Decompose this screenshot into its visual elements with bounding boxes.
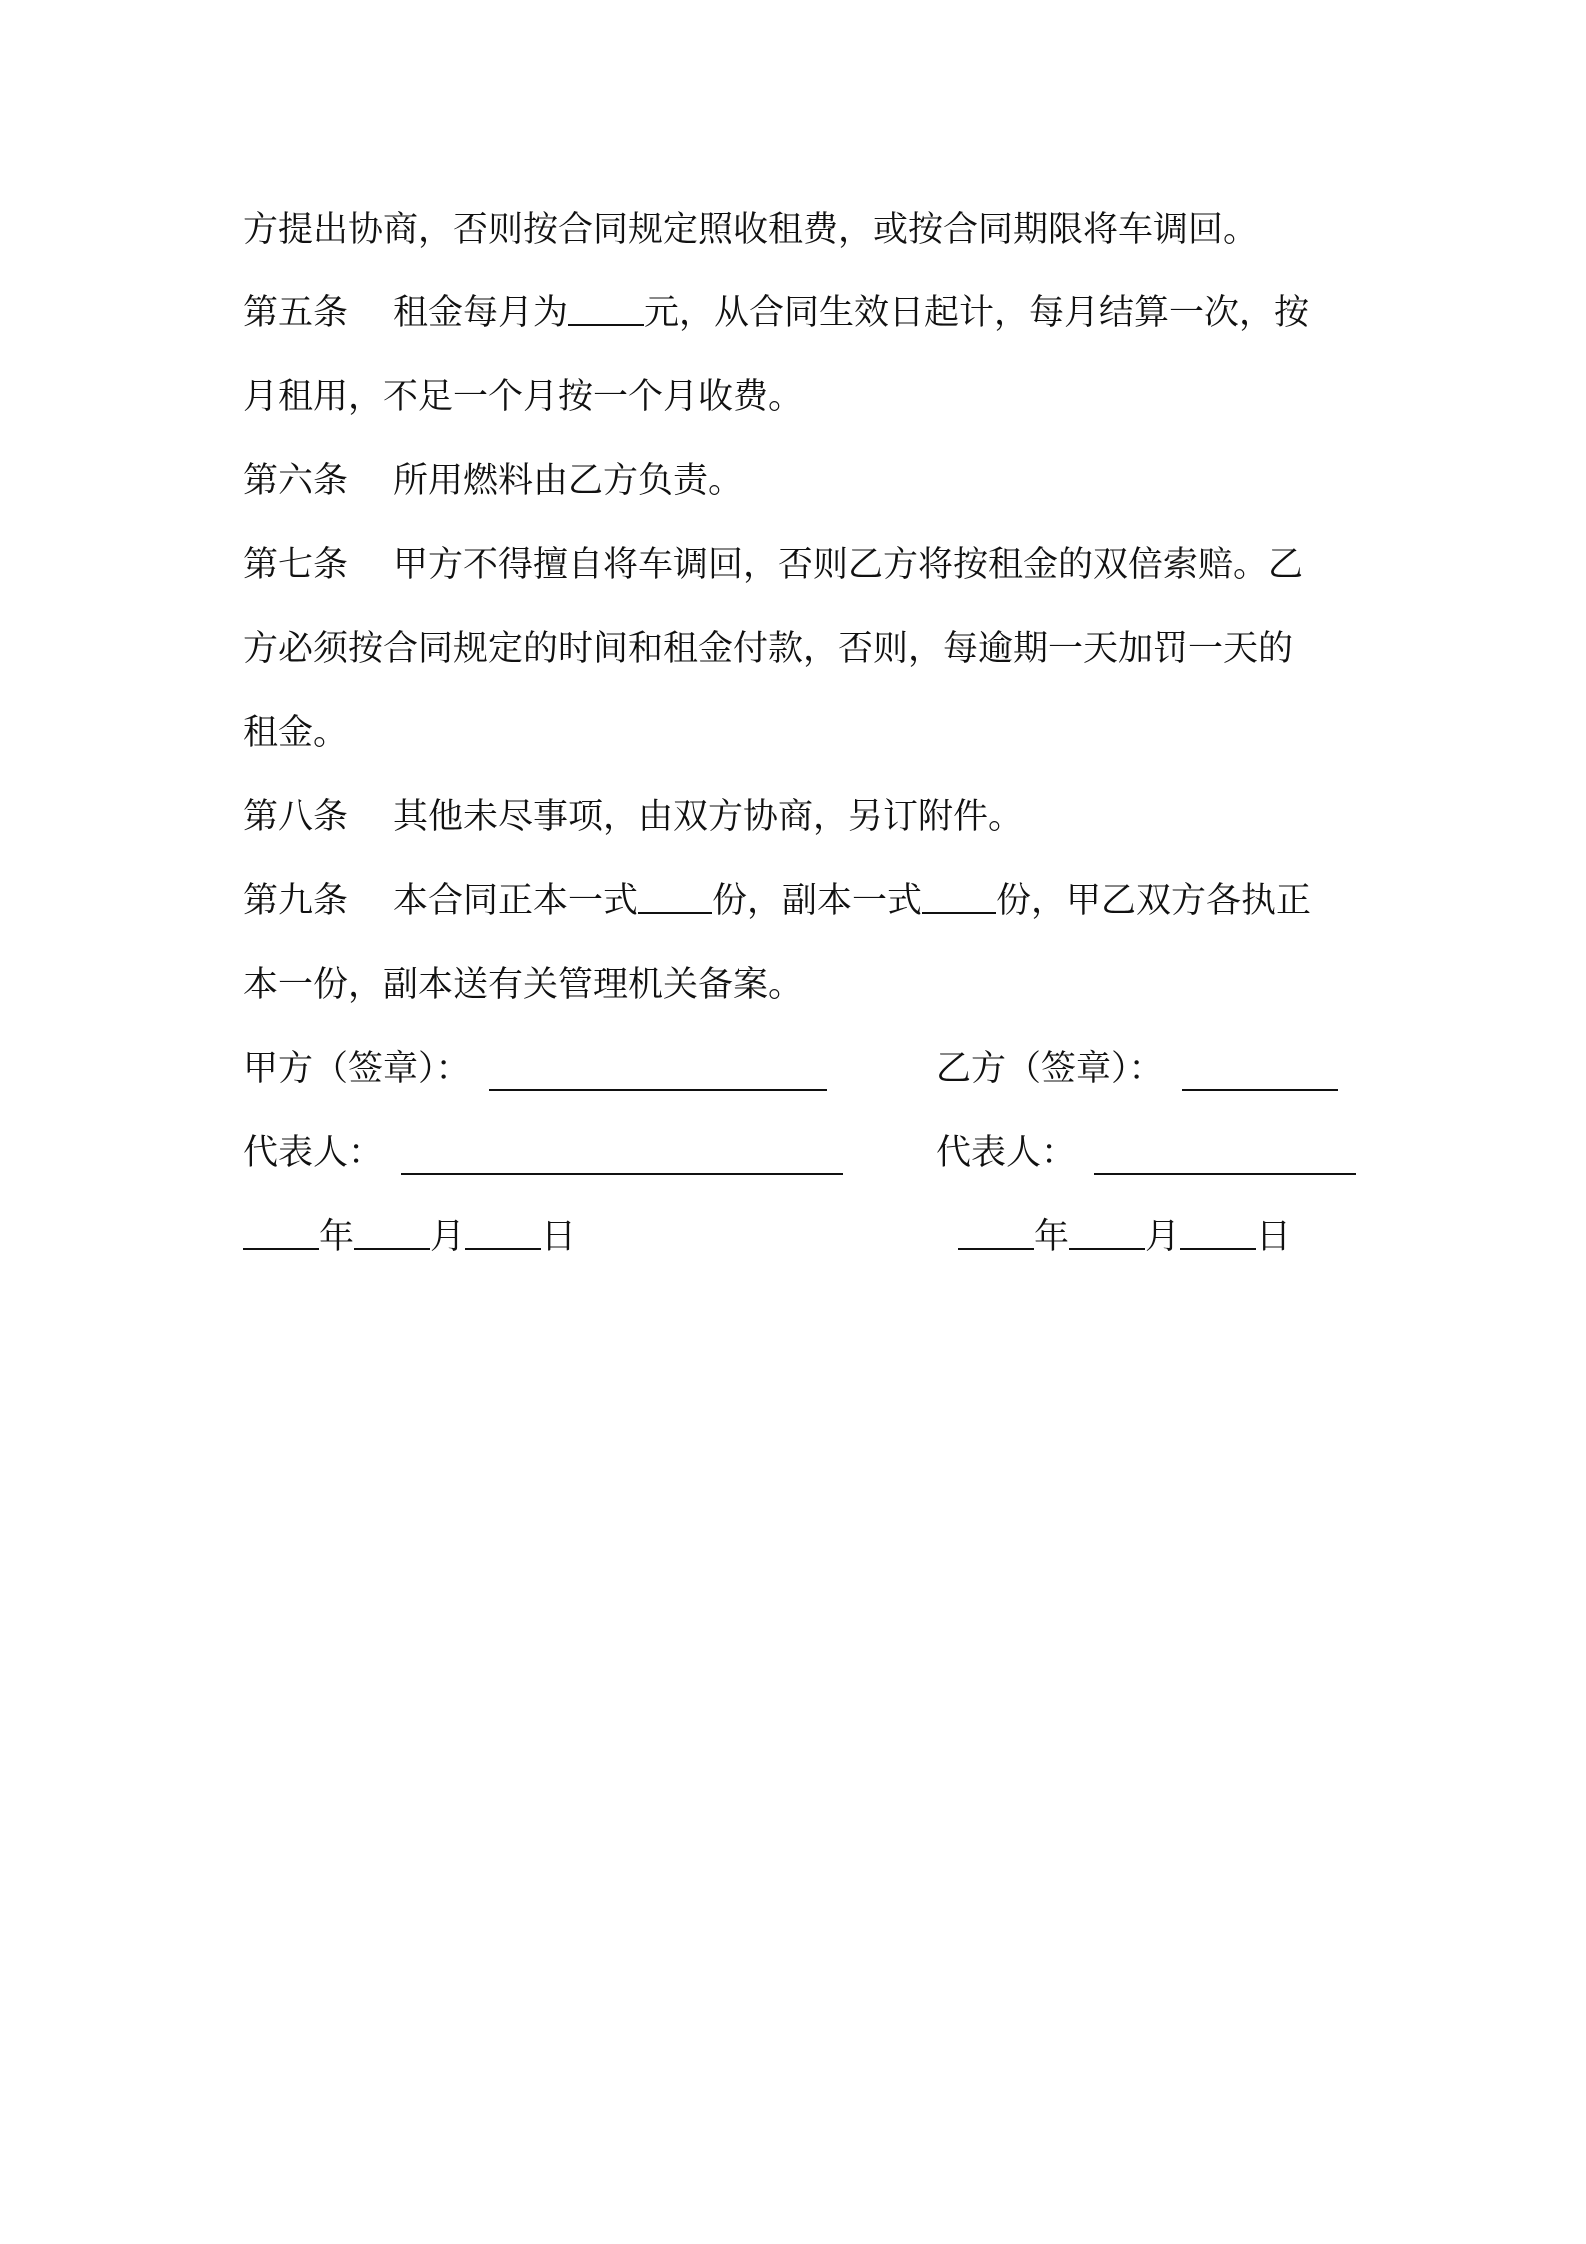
article-5-body: [243, 283, 1309, 343]
article-7-continued-2: [243, 703, 1358, 763]
party-a-signature-line[interactable]: [489, 1047, 827, 1091]
day-blank[interactable]: [465, 1212, 541, 1250]
month-label: 月: [430, 1217, 466, 1257]
rep-a-label: 代表人：: [243, 1133, 384, 1173]
article-6-heading: 第六条: [243, 461, 349, 501]
year-blank[interactable]: [243, 1212, 319, 1250]
article-9: [243, 871, 1358, 931]
party-a-representative: [243, 1123, 843, 1183]
article-5-cont: 月租用，不足一个月按一个月收费。: [243, 377, 804, 417]
rent-amount-blank[interactable]: [568, 288, 644, 326]
clause-continuation: [243, 200, 1358, 260]
month-label: 月: [1145, 1217, 1181, 1257]
article-8-heading: 第八条: [243, 797, 349, 837]
article-5-continued: [243, 367, 1358, 427]
party-b-signature: [936, 1039, 1356, 1099]
day-label: 日: [541, 1217, 577, 1257]
party-b-label: 乙方（签章）：: [936, 1049, 1164, 1089]
party-b-date: [958, 1207, 1291, 1267]
day-label: 日: [1256, 1217, 1292, 1257]
party-a-label: 甲方（签章）：: [243, 1049, 471, 1089]
article-7-cont-1: 方必须按合同规定的时间和租金付款，否则，每逾期一天加罚一天的: [243, 629, 1294, 669]
rep-b-label: 代表人：: [936, 1133, 1077, 1173]
article-7-cont-2: 租金。: [243, 713, 349, 753]
article-7-continued: [243, 619, 1358, 679]
article-7: [243, 535, 1358, 595]
article-9-text-c: 份，甲乙双方各执正: [996, 881, 1312, 921]
article-9-continued: [243, 955, 1358, 1015]
day-blank[interactable]: [1180, 1212, 1256, 1250]
year-label: 年: [1034, 1217, 1070, 1257]
party-a-signature: [243, 1039, 843, 1099]
article-8: [243, 787, 1358, 847]
rep-a-signature-line[interactable]: [401, 1131, 843, 1175]
clause-text: 方提出协商，否则按合同规定照收租费，或按合同期限将车调回。: [243, 210, 1259, 250]
article-5-text: 租金每月为: [393, 293, 569, 333]
article-9-cont: 本一份，副本送有关管理机关备案。: [243, 965, 804, 1005]
duplicate-copies-blank[interactable]: [922, 876, 996, 914]
article-9-text-a: 本合同正本一式: [393, 881, 639, 921]
article-7-heading: 第七条: [243, 545, 349, 585]
article-5-text-b: 元，从合同生效日起计，每月结算一次，按: [644, 293, 1310, 333]
article-6: [243, 451, 1358, 511]
rep-b-signature-line[interactable]: [1094, 1131, 1356, 1175]
article-9-text-b: 份，副本一式: [712, 881, 923, 921]
year-label: 年: [319, 1217, 355, 1257]
party-a-date: [243, 1207, 576, 1267]
party-b-representative: [936, 1123, 1356, 1183]
article-6-text: 所用燃料由乙方负责。: [393, 461, 744, 501]
article-9-heading: 第九条: [243, 881, 349, 921]
article-5: [243, 283, 1358, 343]
party-b-signature-line[interactable]: [1182, 1047, 1338, 1091]
article-8-text: 其他未尽事项，由双方协商，另订附件。: [393, 797, 1024, 837]
original-copies-blank[interactable]: [638, 876, 712, 914]
article-7-text: 甲方不得擅自将车调回，否则乙方将按租金的双倍索赔。乙: [393, 545, 1304, 585]
year-blank[interactable]: [958, 1212, 1034, 1250]
article-5-heading: 第五条: [243, 293, 349, 333]
month-blank[interactable]: [1069, 1212, 1145, 1250]
month-blank[interactable]: [354, 1212, 430, 1250]
